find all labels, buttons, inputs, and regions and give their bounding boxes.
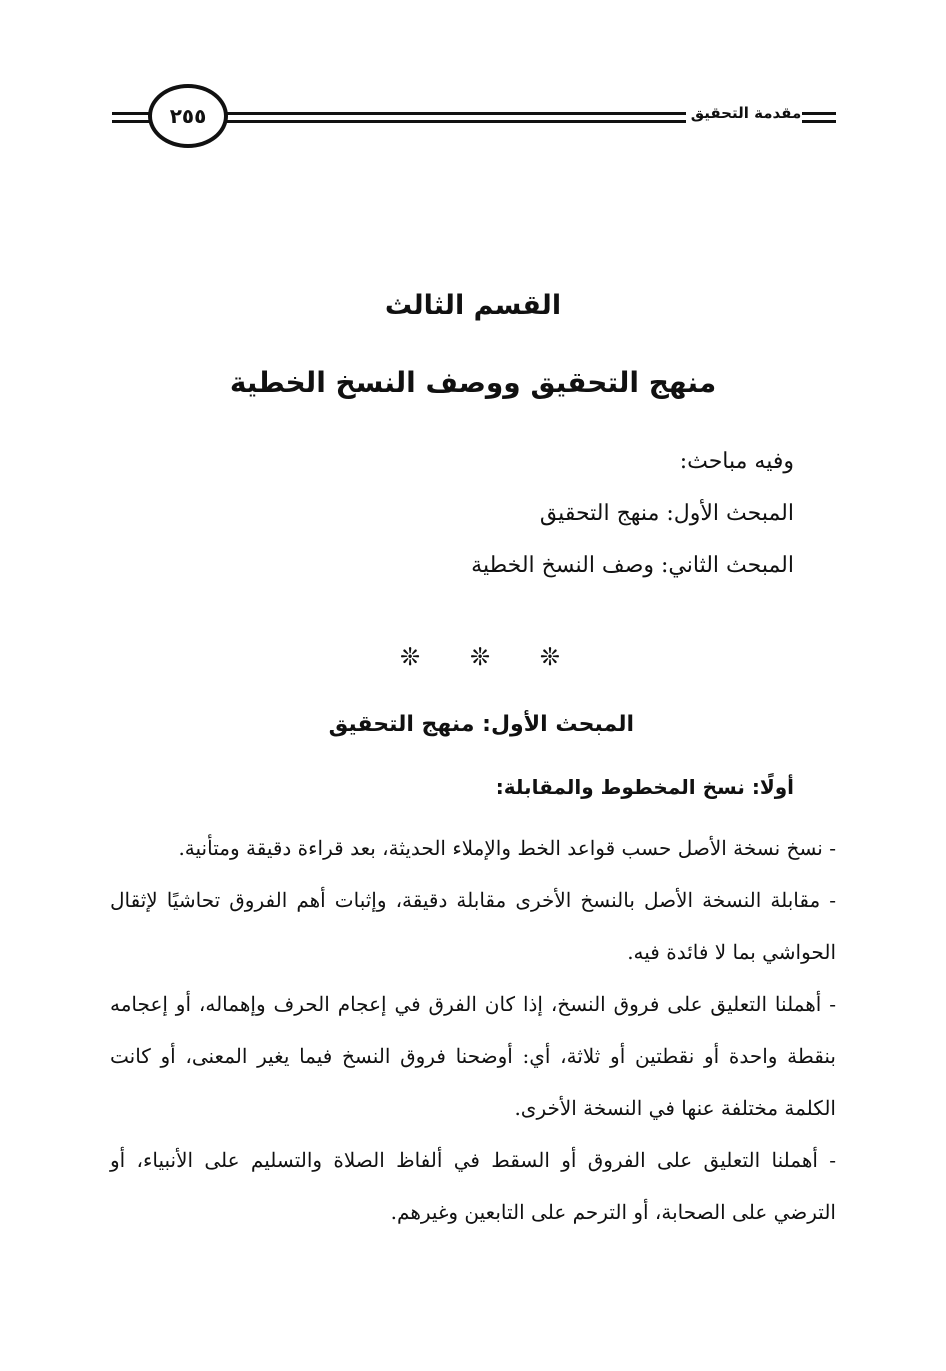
star-ornament: ❊ xyxy=(469,643,491,671)
star-ornament: ❊ xyxy=(539,643,560,671)
header-rule xyxy=(226,112,686,115)
section-subtitle: منهج التحقيق ووصف النسخ الخطية xyxy=(229,366,717,399)
paragraph: - نسخ نسخة الأصل حسب قواعد الخط والإملاء الحديثة، بعد قراءة دقيقة ومتأنية. xyxy=(178,836,836,860)
paragraph: - أهملنا التعليق على فروق النسخ، إذا كان الفرق في إعجام الحرف وإهماله، أو إعجامه بنقطة واحدة أو نقطتين أو ثلاثة، أي: أوضحنا فروق النسخ فيما يغير المعنى، أو كانت الكلمة مختلفة عنها في النسخة الأخرى. xyxy=(110,992,836,1120)
contents-intro: وفيه مباحث: xyxy=(679,449,794,474)
contents-item: المبحث الثاني: وصف النسخ الخطية xyxy=(471,553,794,578)
page-number: ٢٥٥ xyxy=(169,104,207,128)
body-text xyxy=(110,822,836,1238)
page-number-oval xyxy=(148,84,228,148)
paragraph: - مقابلة النسخة الأصل بالنسخ الأخرى مقابلة دقيقة، وإثبات أهم الفروق تحاشيًا لإثقال الحواشي بما لا فائدة فيه. xyxy=(110,888,836,964)
page-header xyxy=(112,84,837,162)
header-rule xyxy=(802,120,836,123)
header-rule xyxy=(802,112,836,115)
contents-list xyxy=(471,440,794,596)
running-head: مقدمة التحقيق xyxy=(690,104,802,122)
sub-heading: أولًا: نسخ المخطوط والمقابلة: xyxy=(495,775,794,799)
chapter-heading: المبحث الأول: منهج التحقيق xyxy=(328,712,634,737)
paragraph: - أهملنا التعليق على الفروق أو السقط في ألفاظ الصلاة والتسليم على الأنبياء، أو الترضي على الصحابة، أو الترحم على التابعين وغيرهم. xyxy=(110,1148,836,1224)
star-divider xyxy=(400,643,560,671)
star-ornament: ❊ xyxy=(400,643,421,671)
header-rule xyxy=(226,120,686,123)
section-title: القسم الثالث xyxy=(384,290,562,321)
contents-item: المبحث الأول: منهج التحقيق xyxy=(539,501,794,526)
